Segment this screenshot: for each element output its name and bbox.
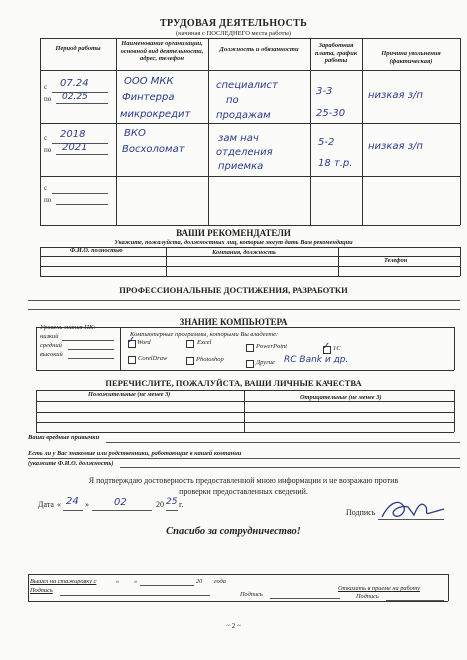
label-to: по [44,95,52,103]
header-period: Период работы [55,45,101,52]
row-position-line1: специалист [216,80,278,91]
qualities-positive: Положительные (не менее 3) [88,391,171,398]
rec-col-company: Компания, должность [212,249,276,256]
row-from-value: 2018 [60,129,86,140]
date-year-prefix: 20 [156,500,164,509]
footer-quote-open: « [116,578,120,585]
date-label: Дата [38,500,54,509]
checkbox-other[interactable] [246,360,254,368]
program-excel: Excel [197,339,212,346]
row-position-line2: отделения [216,147,273,158]
row-reason: низкая з/п [368,90,423,101]
row-salary-line1: 3-3 [316,86,333,97]
page-subtitle: (начиная с ПОСЛЕДНЕГО места работы) [176,30,291,37]
row-org-line2: Финтерра [122,92,175,103]
checkbox-photoshop[interactable] [186,357,194,365]
qualities-title: ПЕРЕЧИСЛИТЕ, ПОЖАЛУЙСТА, ВАШИ ЛИЧНЫЕ КАЧЕСТВА [105,378,362,388]
rec-col-name: Ф.И.О. полностью [70,247,123,254]
label-from: с [44,134,48,142]
row-position-line2: по [226,95,239,106]
footer-year-suffix: года [214,578,226,585]
footer-internship: Вышел на стажировку с [30,578,97,585]
footer-sign-mid: Подпись [240,591,263,598]
thanks-text: Спасибо за сотрудничество! [166,526,301,537]
footer-year-prefix: 20 [196,578,203,585]
program-photoshop: Photoshop [196,356,224,363]
checkmark-icon: ✓ [322,341,331,352]
row-to-value: 02.25 [62,92,88,102]
pc-level-high: высокий [40,351,63,358]
label-from: с [44,184,48,192]
row-org-line3: микрокредит [120,109,191,120]
habits-label: Ваши вредные привычки [28,434,100,441]
date-day: 24 [66,496,79,507]
date-year: 25 [166,497,178,507]
pc-level-low: низкий [40,333,59,340]
checkbox-powerpoint[interactable] [246,344,254,352]
recommendations-title: ВАШИ РЕКОМЕНДАТЕЛИ [176,228,291,238]
row-org-line2: Восхоломат [122,144,185,155]
page-title: ТРУДОВАЯ ДЕЯТЕЛЬНОСТЬ [159,18,308,29]
confirm-line2: проверки предоставленных сведений. [179,487,308,496]
footer-sign-left: Подпись [30,587,53,594]
checkmark-icon: ✓ [127,335,136,346]
label-to: по [44,196,52,204]
footer-sign-right: Подпись [356,593,379,600]
checkbox-coreldraw[interactable] [128,356,136,364]
date-suffix: г. [179,500,184,509]
row-org-line1: ООО МКК [124,76,174,87]
program-coreldraw: CorelDraw [138,355,168,362]
computer-title: ЗНАНИЕ КОМПЬЮТЕРА [179,317,288,327]
page-number: ~ 2 ~ [226,622,241,630]
row-from-value: 07.24 [60,78,89,89]
achievements-title: ПРОФЕССИОНАЛЬНЫЕ ДОСТИЖЕНИЯ, РАЗРАБОТКИ [119,285,348,295]
row-position-line3: продажам [216,110,271,121]
rec-col-phone: Телефон [384,257,408,264]
footer-refused: Отказать в приеме на работу [338,585,420,592]
header-reason: Причина увольнения (фактическая) [381,50,441,65]
confirm-line1: Я подтверждаю достоверность предоставленной мною информации и не возражаю против [88,476,399,485]
program-word: Word [137,339,151,346]
row-salary-line2: 18 т.р. [318,158,353,169]
row-position-line3: приемка [218,161,264,172]
row-salary-line1: 5-2 [318,137,335,148]
header-salary: Заработная плата, график работы [314,42,358,64]
program-1c: 1C [333,345,341,352]
row-salary-line2: 25-30 [316,108,346,119]
qualities-negative: Отрицательные (не менее 3) [300,394,382,401]
program-powerpoint: PowerPoint [256,343,288,350]
row-org-line1: ВКО [124,128,146,139]
relatives-sublabel: (укажите Ф.И.О. должность) [28,460,114,467]
programs-label: Компьютерные программы, которыми Вы владеете: [130,331,279,338]
date-quote-open: « [57,500,61,509]
pc-level-label: Уровень знания ПК: [40,324,96,331]
header-position: Должность и обязанности [219,46,299,53]
label-from: с [44,83,48,91]
checkbox-excel[interactable] [186,340,194,348]
program-other-value: RC Bank и др. [284,355,349,365]
program-other: Другие [256,359,275,366]
relatives-label: Есть ли у Вас знакомые или родственники, работающие в нашей компании [28,450,242,457]
date-quote-close: » [85,500,89,509]
label-to: по [44,146,52,154]
signature-mark [378,495,450,525]
signature-label: Подпись [346,508,376,517]
row-reason: низкая з/п [368,141,423,152]
header-organization: Наименование организации, основной вид деятельности, адрес, телефон [120,40,204,62]
footer-quote-close: » [134,578,138,585]
pc-level-mid: средний [40,342,62,349]
row-position-line1: зам нач [218,133,259,144]
recommendations-subtitle: Укажите, пожалуйста, должностных лиц, которые могут дать Вам рекомендации [114,239,353,246]
date-month: 02 [114,497,127,508]
row-to-value: 2021 [62,142,88,153]
